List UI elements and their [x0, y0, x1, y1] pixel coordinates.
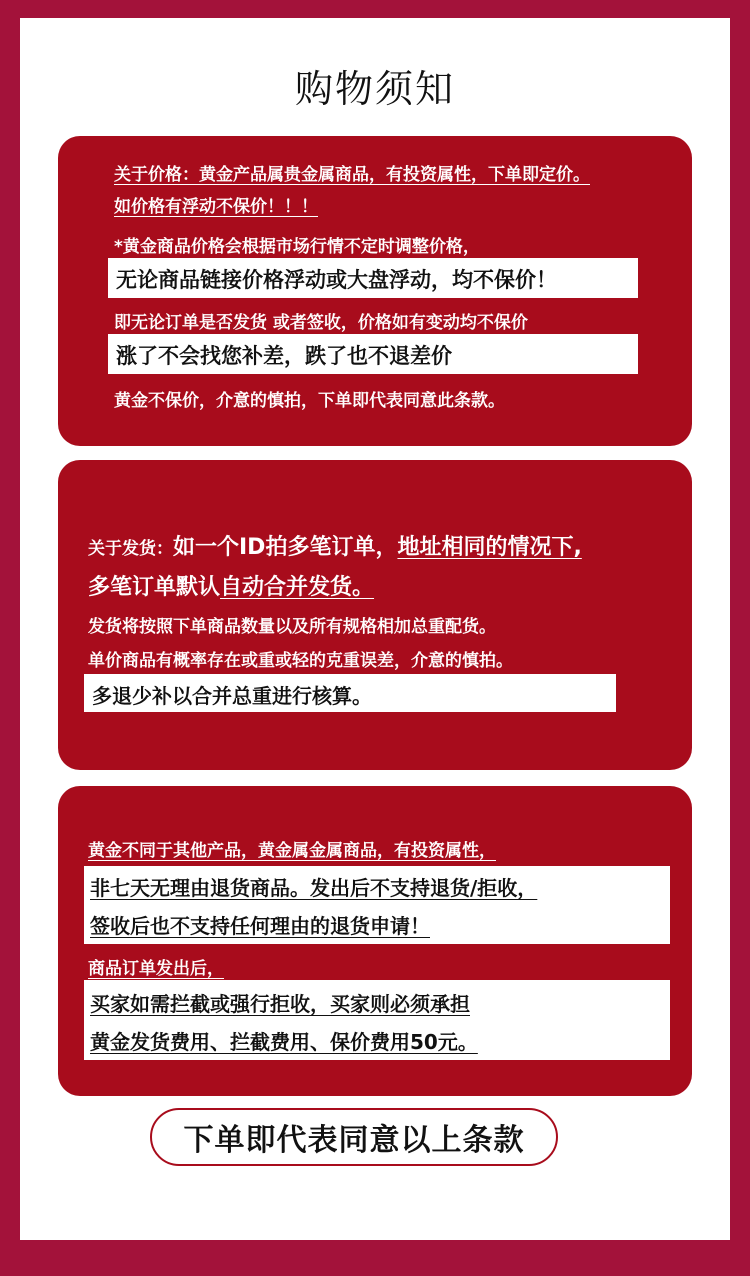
- price-notice-card: [58, 136, 692, 446]
- price-line-1: 关于价格：黄金产品属贵金属商品，有投资属性，下单即定价。: [114, 165, 590, 185]
- shipping-line-5: 多退少补以合并总重进行核算。: [92, 684, 372, 708]
- return-line-2: 非七天无理由退货商品。发出后不支持退货/拒收，: [90, 876, 538, 900]
- shipping-line-1-main: 如一个ID拍多笔订单，: [173, 535, 398, 560]
- price-highlight-box-2: [108, 334, 638, 374]
- page-title: 购物须知: [294, 67, 455, 111]
- return-notice-card: [58, 786, 692, 1096]
- shipping-line-3: 发货将按照下单商品数量以及所有规格相加总重配货。: [88, 617, 496, 637]
- shipping-line-1: [88, 530, 582, 561]
- shipping-highlight-box: [84, 674, 616, 712]
- shipping-line-2: [88, 570, 374, 601]
- price-line-5: 即无论订单是否发货 或者签收，价格如有变动均不保价: [114, 313, 528, 333]
- return-highlight-box-1: [84, 866, 670, 944]
- price-line-4: 无论商品链接价格浮动或大盘浮动，均不保价！: [116, 268, 557, 292]
- return-line-4: 商品订单发出后，: [88, 959, 224, 979]
- price-line-7: 黄金不保价，介意的慎拍，下单即代表同意此条款。: [114, 391, 505, 411]
- price-line-2: 如价格有浮动不保价！！！: [114, 197, 318, 217]
- return-line-3: 签收后也不支持任何理由的退货申请！: [90, 914, 430, 938]
- shipping-line-4: 单价商品有概率存在或重或轻的克重误差，介意的慎拍。: [88, 651, 513, 671]
- shipping-notice-card: [58, 460, 692, 770]
- shipping-line-2-underlined: 自动合并发货。: [220, 575, 375, 600]
- price-line-3: *黄金商品价格会根据市场行情不定时调整价格，: [114, 237, 480, 257]
- return-line-6: 黄金发货费用、拦截费用、保价费用50元。: [90, 1030, 478, 1054]
- page: [20, 18, 730, 1240]
- shipping-line-1-underlined: 地址相同的情况下,: [397, 535, 582, 560]
- shipping-line-2-main: 多笔订单默认: [88, 575, 221, 600]
- return-highlight-box-2: [84, 980, 670, 1060]
- return-line-5: 买家如需拦截或强行拒收，买家则必须承担: [90, 992, 470, 1016]
- price-highlight-box-1: [108, 258, 638, 298]
- shipping-line-1-prefix: 关于发货：: [88, 539, 173, 559]
- agreement-footer: 下单即代表同意以上条款: [150, 1108, 558, 1166]
- price-line-6: 涨了不会找您补差，跌了也不退差价: [116, 344, 452, 368]
- return-line-1: 黄金不同于其他产品，黄金属金属商品，有投资属性，: [88, 841, 496, 861]
